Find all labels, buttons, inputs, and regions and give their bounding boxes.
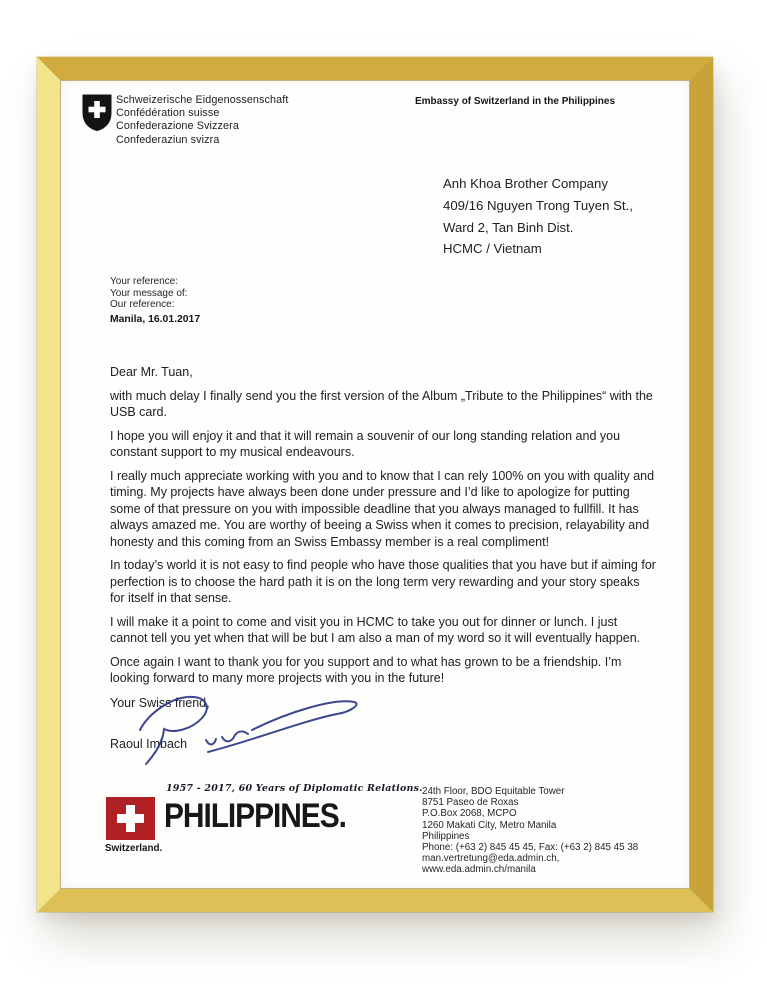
salutation: Dear Mr. Tuan, [110, 365, 193, 379]
paragraph: I hope you will enjoy it and that it will remain a souvenir of our long standing relation and you constant support to my musical endeavours. [110, 428, 621, 459]
reference-block [110, 276, 187, 311]
signer-name: Raoul Imbach [110, 737, 188, 751]
paragraph: I really much appreciate working with you and to know that I can rely 100% on you with quality and timing. My projects have always been done under pressure and I’d like to apologize for putting some of that pressure on you with impossible deadline that you always managed to fullfill. It has always amazed me. You are worthy of beeing a Swiss when it comes to precision, relayability and honesty and this coming from an Swiss Embassy member is a real compliment! [110, 468, 655, 549]
recipient-address [443, 173, 633, 260]
letter-body [110, 364, 656, 694]
federal-line: Confédération suisse [116, 107, 220, 120]
federal-line: Confederaziun svizra [116, 133, 220, 146]
embassy-address-line: Phone: (+63 2) 845 45 45, Fax: (+63 2) 845 45 38 [422, 842, 639, 854]
recipient-line: Anh Khoa Brother Company [443, 176, 608, 191]
embassy-address-line: Philippines [422, 830, 470, 842]
swiss-coat-of-arms-icon [81, 93, 113, 131]
picture-frame [37, 57, 713, 912]
embassy-address-line: 24th Floor, BDO Equitable Tower [422, 786, 565, 797]
embassy-title: Embassy of Switzerland in the Philippines [415, 96, 616, 107]
letter-paper [60, 80, 690, 889]
paragraph: Once again I want to thank you for you support and to what has grown to be a friendship. I’m looking forward to many more projects with you in the future! [110, 654, 622, 685]
embassy-address-line: P.O.Box 2068, MCPO [422, 808, 517, 820]
embassy-address-line: www.eda.admin.ch/manila [422, 864, 536, 876]
paragraph: with much delay I finally send you the first version of the Album „Tribute to the Philippines“ with the USB card. [110, 388, 653, 419]
reference-label: Our reference: [110, 299, 175, 311]
closing: Your Swiss friend, [110, 696, 210, 710]
recipient-line: Ward 2, Tan Binh Dist. [443, 219, 574, 235]
embassy-address [422, 786, 638, 876]
anniversary-script: 1957 - 2017, 60 Years of Diplomatic Relations. [166, 783, 423, 794]
embassy-address-line: 8751 Paseo de Roxas [422, 797, 519, 809]
embassy-address-line: 1260 Makati City, Metro Manila [422, 819, 557, 831]
swiss-flag-icon [106, 797, 155, 840]
federal-line: Confederazione Svizzera [116, 120, 239, 133]
switzerland-label: Switzerland. [105, 843, 163, 854]
federal-name-lines [116, 94, 288, 147]
signature-scrawl-icon [126, 688, 376, 768]
reference-label: Your reference: [110, 276, 179, 287]
paragraph: In today’s world it is not easy to find people who have those qualities that you have but if aiming for perfection is to choose the hard path it is on the long term very rewarding and your story speaks for itself in that sense. [110, 558, 656, 605]
flag-cross-horizontal [117, 814, 144, 823]
paragraph: I will make it a point to come and visit you in HCMC to take you out for dinner or lunch. I just cannot tell you yet when that will be but I am also a man of my word so it will eventually happen. [110, 614, 641, 645]
reference-label: Your message of: [110, 287, 188, 299]
recipient-line: HCMC / Vietnam [443, 241, 542, 257]
dateline: Manila, 16.01.2017 [110, 314, 201, 325]
federal-line: Schweizerische Eidgenossenschaft [116, 94, 289, 106]
philippines-wordmark: PHILIPPINES. [164, 797, 346, 835]
embassy-address-line: man.vertretung@eda.admin.ch, [422, 853, 560, 865]
recipient-line: 409/16 Nguyen Trong Tuyen St., [443, 197, 633, 213]
